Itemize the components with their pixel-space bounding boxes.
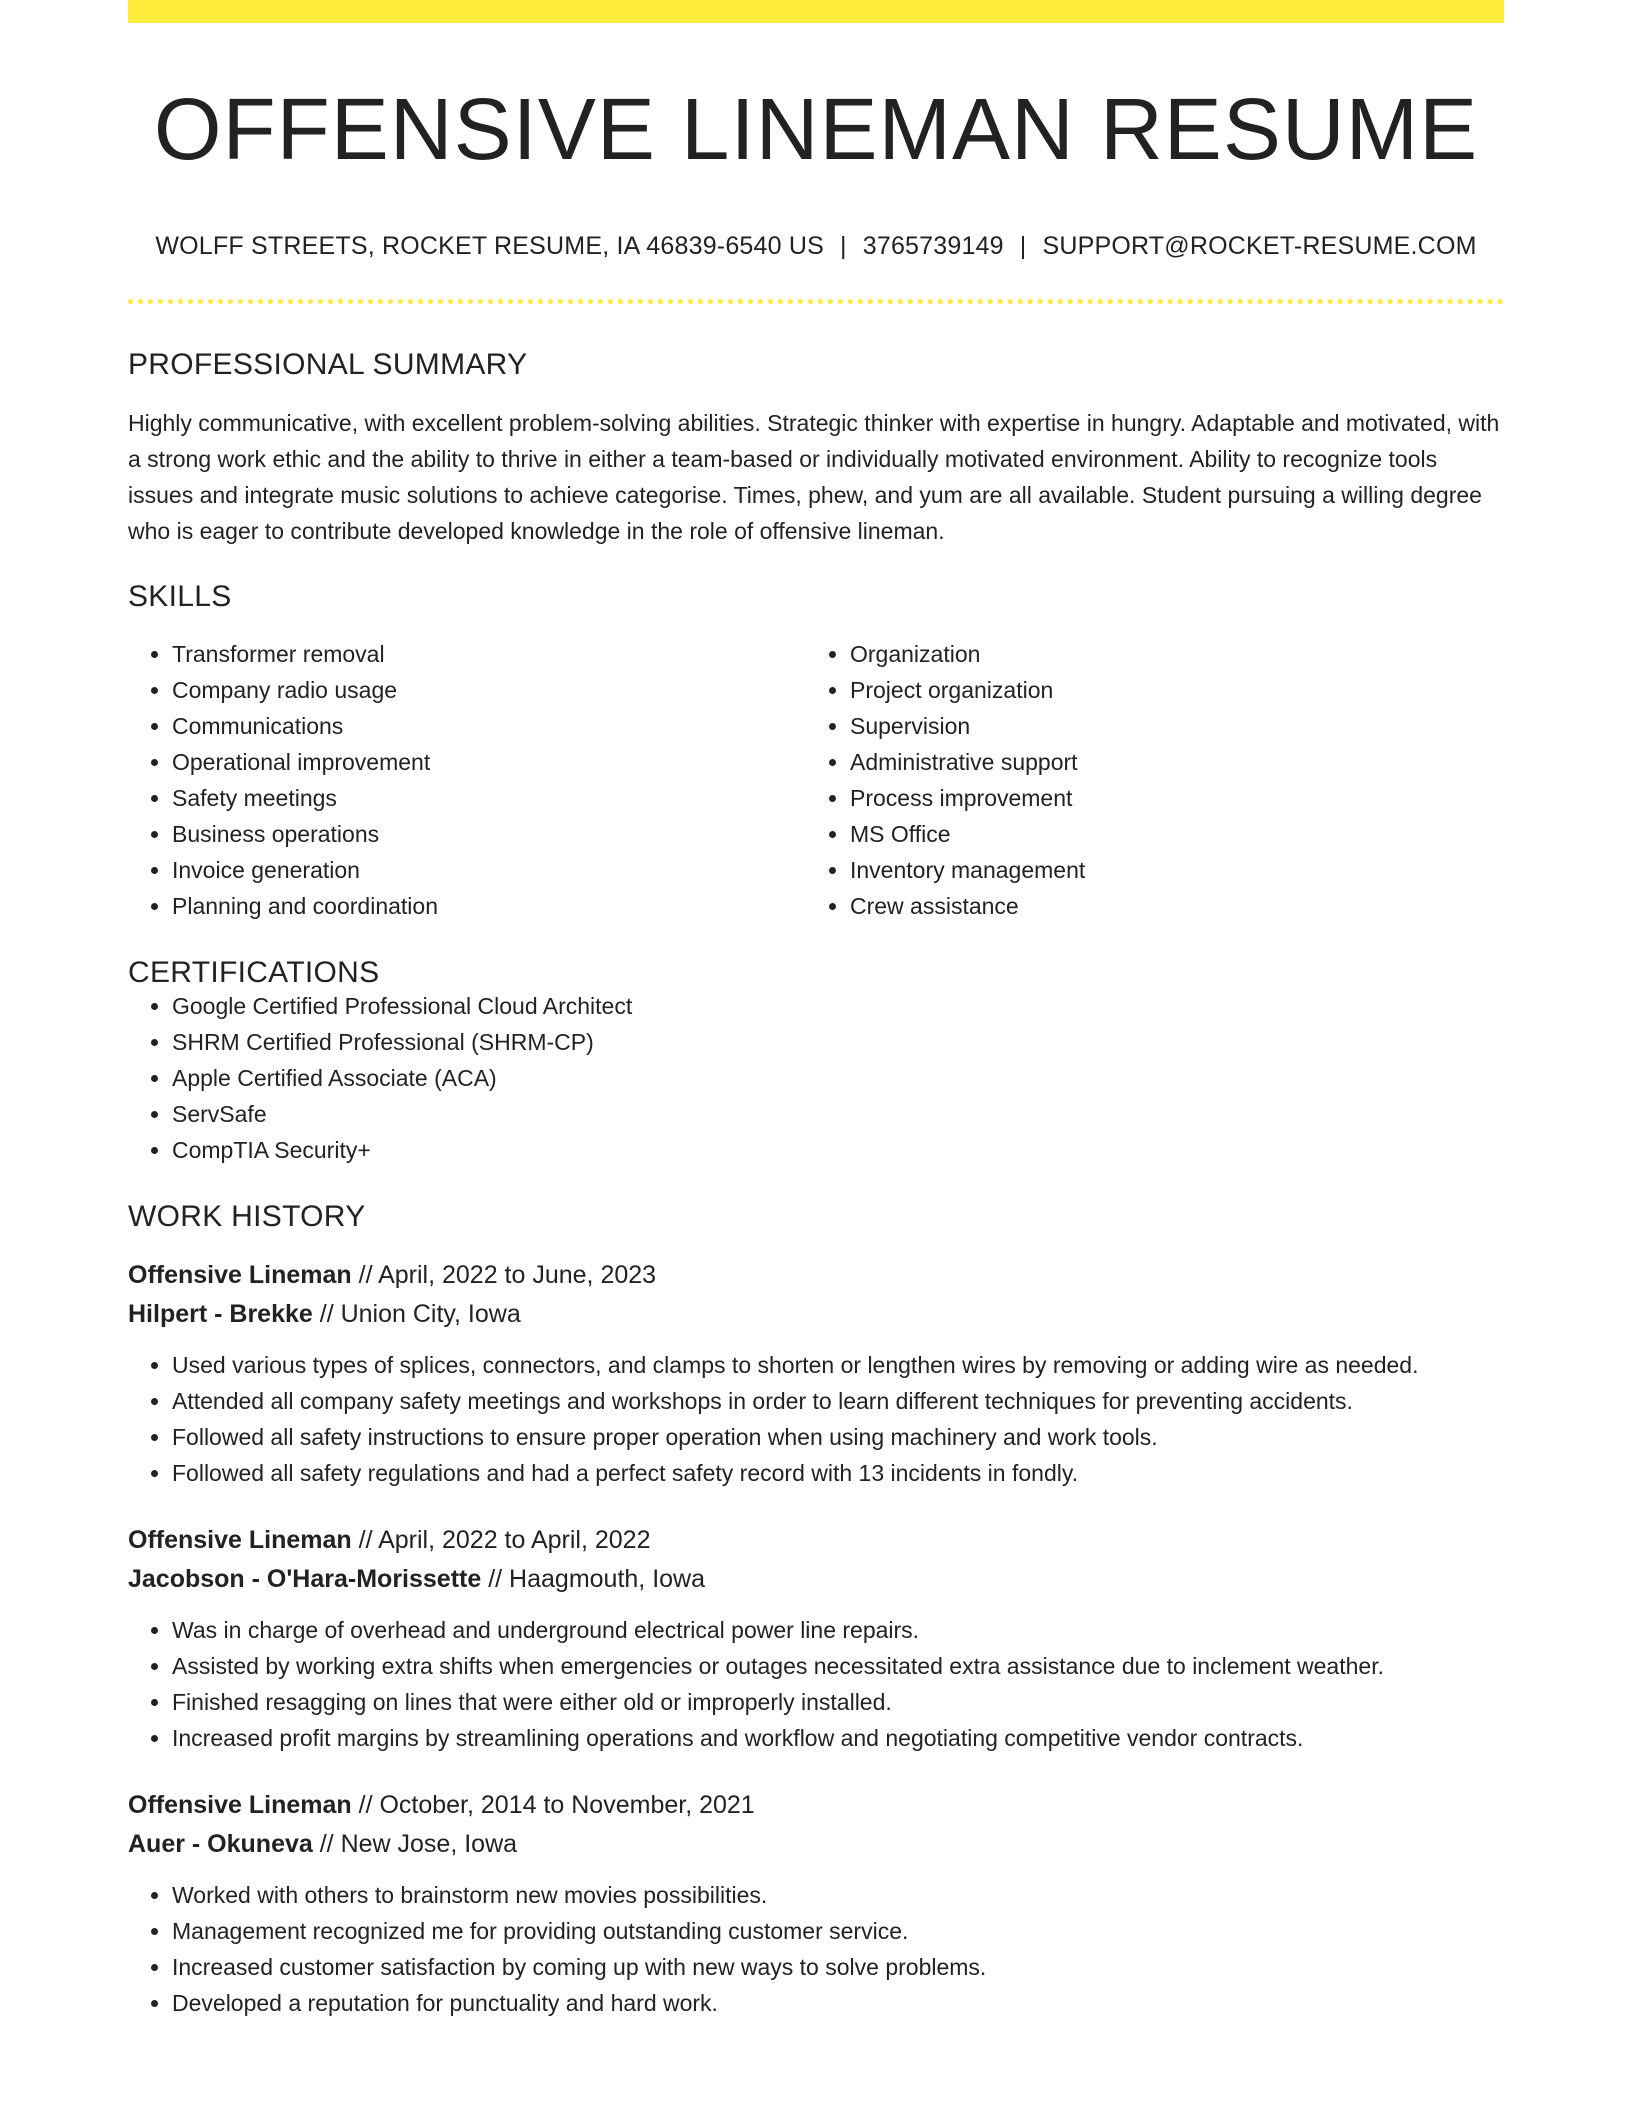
skill-item: • Planning and coordination [172, 888, 806, 924]
skill-item: • Safety meetings [172, 780, 806, 816]
job-duty-item: • Developed a reputation for punctuality and hard work. [172, 1985, 1504, 2021]
skill-item: • Operational improvement [172, 744, 806, 780]
summary-heading: PROFESSIONAL SUMMARY [128, 348, 528, 381]
job-duties-list [128, 1612, 1504, 1756]
job-title: Offensive Lineman [128, 1791, 352, 1819]
skill-item: • Invoice generation [172, 852, 806, 888]
job-duties-list [128, 1877, 1504, 2021]
job-location: // Haagmouth, Iowa [481, 1565, 705, 1593]
job-dates: // April, 2022 to April, 2022 [351, 1526, 651, 1554]
job-location: // Union City, Iowa [312, 1300, 521, 1328]
job-title-line [128, 1786, 1504, 1825]
job-duty-item: • Followed all safety instructions to ensure proper operation when using machinery and work tools. [172, 1419, 1504, 1455]
skill-item: • Project organization [850, 672, 1484, 708]
job-duty-item: • Management recognized me for providing outstanding customer service. [172, 1913, 1504, 1949]
summary-text: Highly communicative, with excellent problem-solving abilities. Strategic thinker with expertise in hungry. Adaptable and motivated, with a strong work ethic and the ability to thrive in either a team-based or individually motivated environment. Ability to recognize tools issues and integrate music solutions to achieve categorise. Times, phew, and yum are all available. Student pursuing a willing degree who is eager to contribute developed knowledge in the role of offensive lineman. [128, 410, 1500, 544]
resume-page [128, 0, 1504, 2021]
contact-separator: | [840, 232, 847, 260]
job-duty-item: • Used various types of splices, connectors, and clamps to shorten or lengthen wires by removing or adding wire as needed. [172, 1347, 1504, 1383]
job-title-line [128, 1521, 1504, 1560]
accent-top-bar [128, 0, 1504, 23]
certification-item: • Apple Certified Associate (ACA) [172, 1060, 1504, 1096]
job-duty-item: • Attended all company safety meetings and workshops in order to learn different techniques for preventing accidents. [172, 1383, 1504, 1419]
contact-line [128, 234, 1504, 259]
certifications-heading: CERTIFICATIONS [128, 956, 380, 989]
job-company: Auer - Okuneva [128, 1830, 313, 1858]
contact-separator: | [1019, 232, 1027, 260]
job-duties-list [128, 1347, 1504, 1491]
contact-email: SUPPORT@ROCKET-RESUME.COM [1042, 232, 1477, 260]
job-company-line [128, 1825, 1504, 1864]
job-company-line [128, 1560, 1504, 1599]
job-company-line [128, 1295, 1504, 1334]
job-title: Offensive Lineman [128, 1261, 352, 1289]
job-entry [128, 1521, 1504, 1756]
job-company: Hilpert - Brekke [128, 1300, 313, 1328]
job-title: Offensive Lineman [128, 1526, 352, 1554]
skill-item: • Communications [172, 708, 806, 744]
job-entry [128, 1786, 1504, 2021]
skills-column-left [128, 636, 806, 924]
job-duty-item: • Increased profit margins by streamlining operations and workflow and negotiating competitive vendor contracts. [172, 1720, 1504, 1756]
job-duty-item: • Worked with others to brainstorm new movies possibilities. [172, 1877, 1504, 1913]
skills-column-right [806, 636, 1484, 924]
job-duty-item: • Was in charge of overhead and underground electrical power line repairs. [172, 1612, 1504, 1648]
job-dates: // October, 2014 to November, 2021 [351, 1791, 755, 1819]
skill-item: • Administrative support [850, 744, 1484, 780]
job-company: Jacobson - O'Hara-Morissette [128, 1565, 482, 1593]
job-title-line [128, 1256, 1504, 1295]
job-duty-item: • Assisted by working extra shifts when emergencies or outages necessitated extra assistance due to inclement weather. [172, 1648, 1504, 1684]
job-dates: // April, 2022 to June, 2023 [351, 1261, 657, 1289]
contact-address: WOLFF STREETS, ROCKET RESUME, IA 46839-6540 US [155, 232, 825, 260]
certifications-list [128, 988, 1504, 1168]
job-duty-item: • Followed all safety regulations and had a perfect safety record with 13 incidents in fondly. [172, 1455, 1504, 1491]
skill-item: • Crew assistance [850, 888, 1484, 924]
contact-phone: 3765739149 [862, 232, 1004, 260]
job-duty-item: • Finished resagging on lines that were either old or improperly installed. [172, 1684, 1504, 1720]
job-location: // New Jose, Iowa [312, 1830, 518, 1858]
job-entry [128, 1256, 1504, 1491]
skill-item: • Transformer removal [172, 636, 806, 672]
skill-item: • MS Office [850, 816, 1484, 852]
skills-heading: SKILLS [128, 580, 232, 613]
job-duty-item: • Increased customer satisfaction by coming up with new ways to solve problems. [172, 1949, 1504, 1985]
skill-item: • Organization [850, 636, 1484, 672]
skill-item: • Business operations [172, 816, 806, 852]
certification-item: • Google Certified Professional Cloud Architect [172, 988, 1504, 1024]
certification-item: • CompTIA Security+ [172, 1132, 1504, 1168]
certification-item: • ServSafe [172, 1096, 1504, 1132]
skill-item: • Process improvement [850, 780, 1484, 816]
work-history-heading: WORK HISTORY [128, 1200, 366, 1233]
skills-list [128, 636, 1504, 924]
resume-title: OFFENSIVE LINEMAN RESUME [153, 81, 1479, 178]
skill-item: • Inventory management [850, 852, 1484, 888]
dotted-divider [128, 299, 1504, 304]
certification-item: • SHRM Certified Professional (SHRM-CP) [172, 1024, 1504, 1060]
skill-item: • Supervision [850, 708, 1484, 744]
skill-item: • Company radio usage [172, 672, 806, 708]
